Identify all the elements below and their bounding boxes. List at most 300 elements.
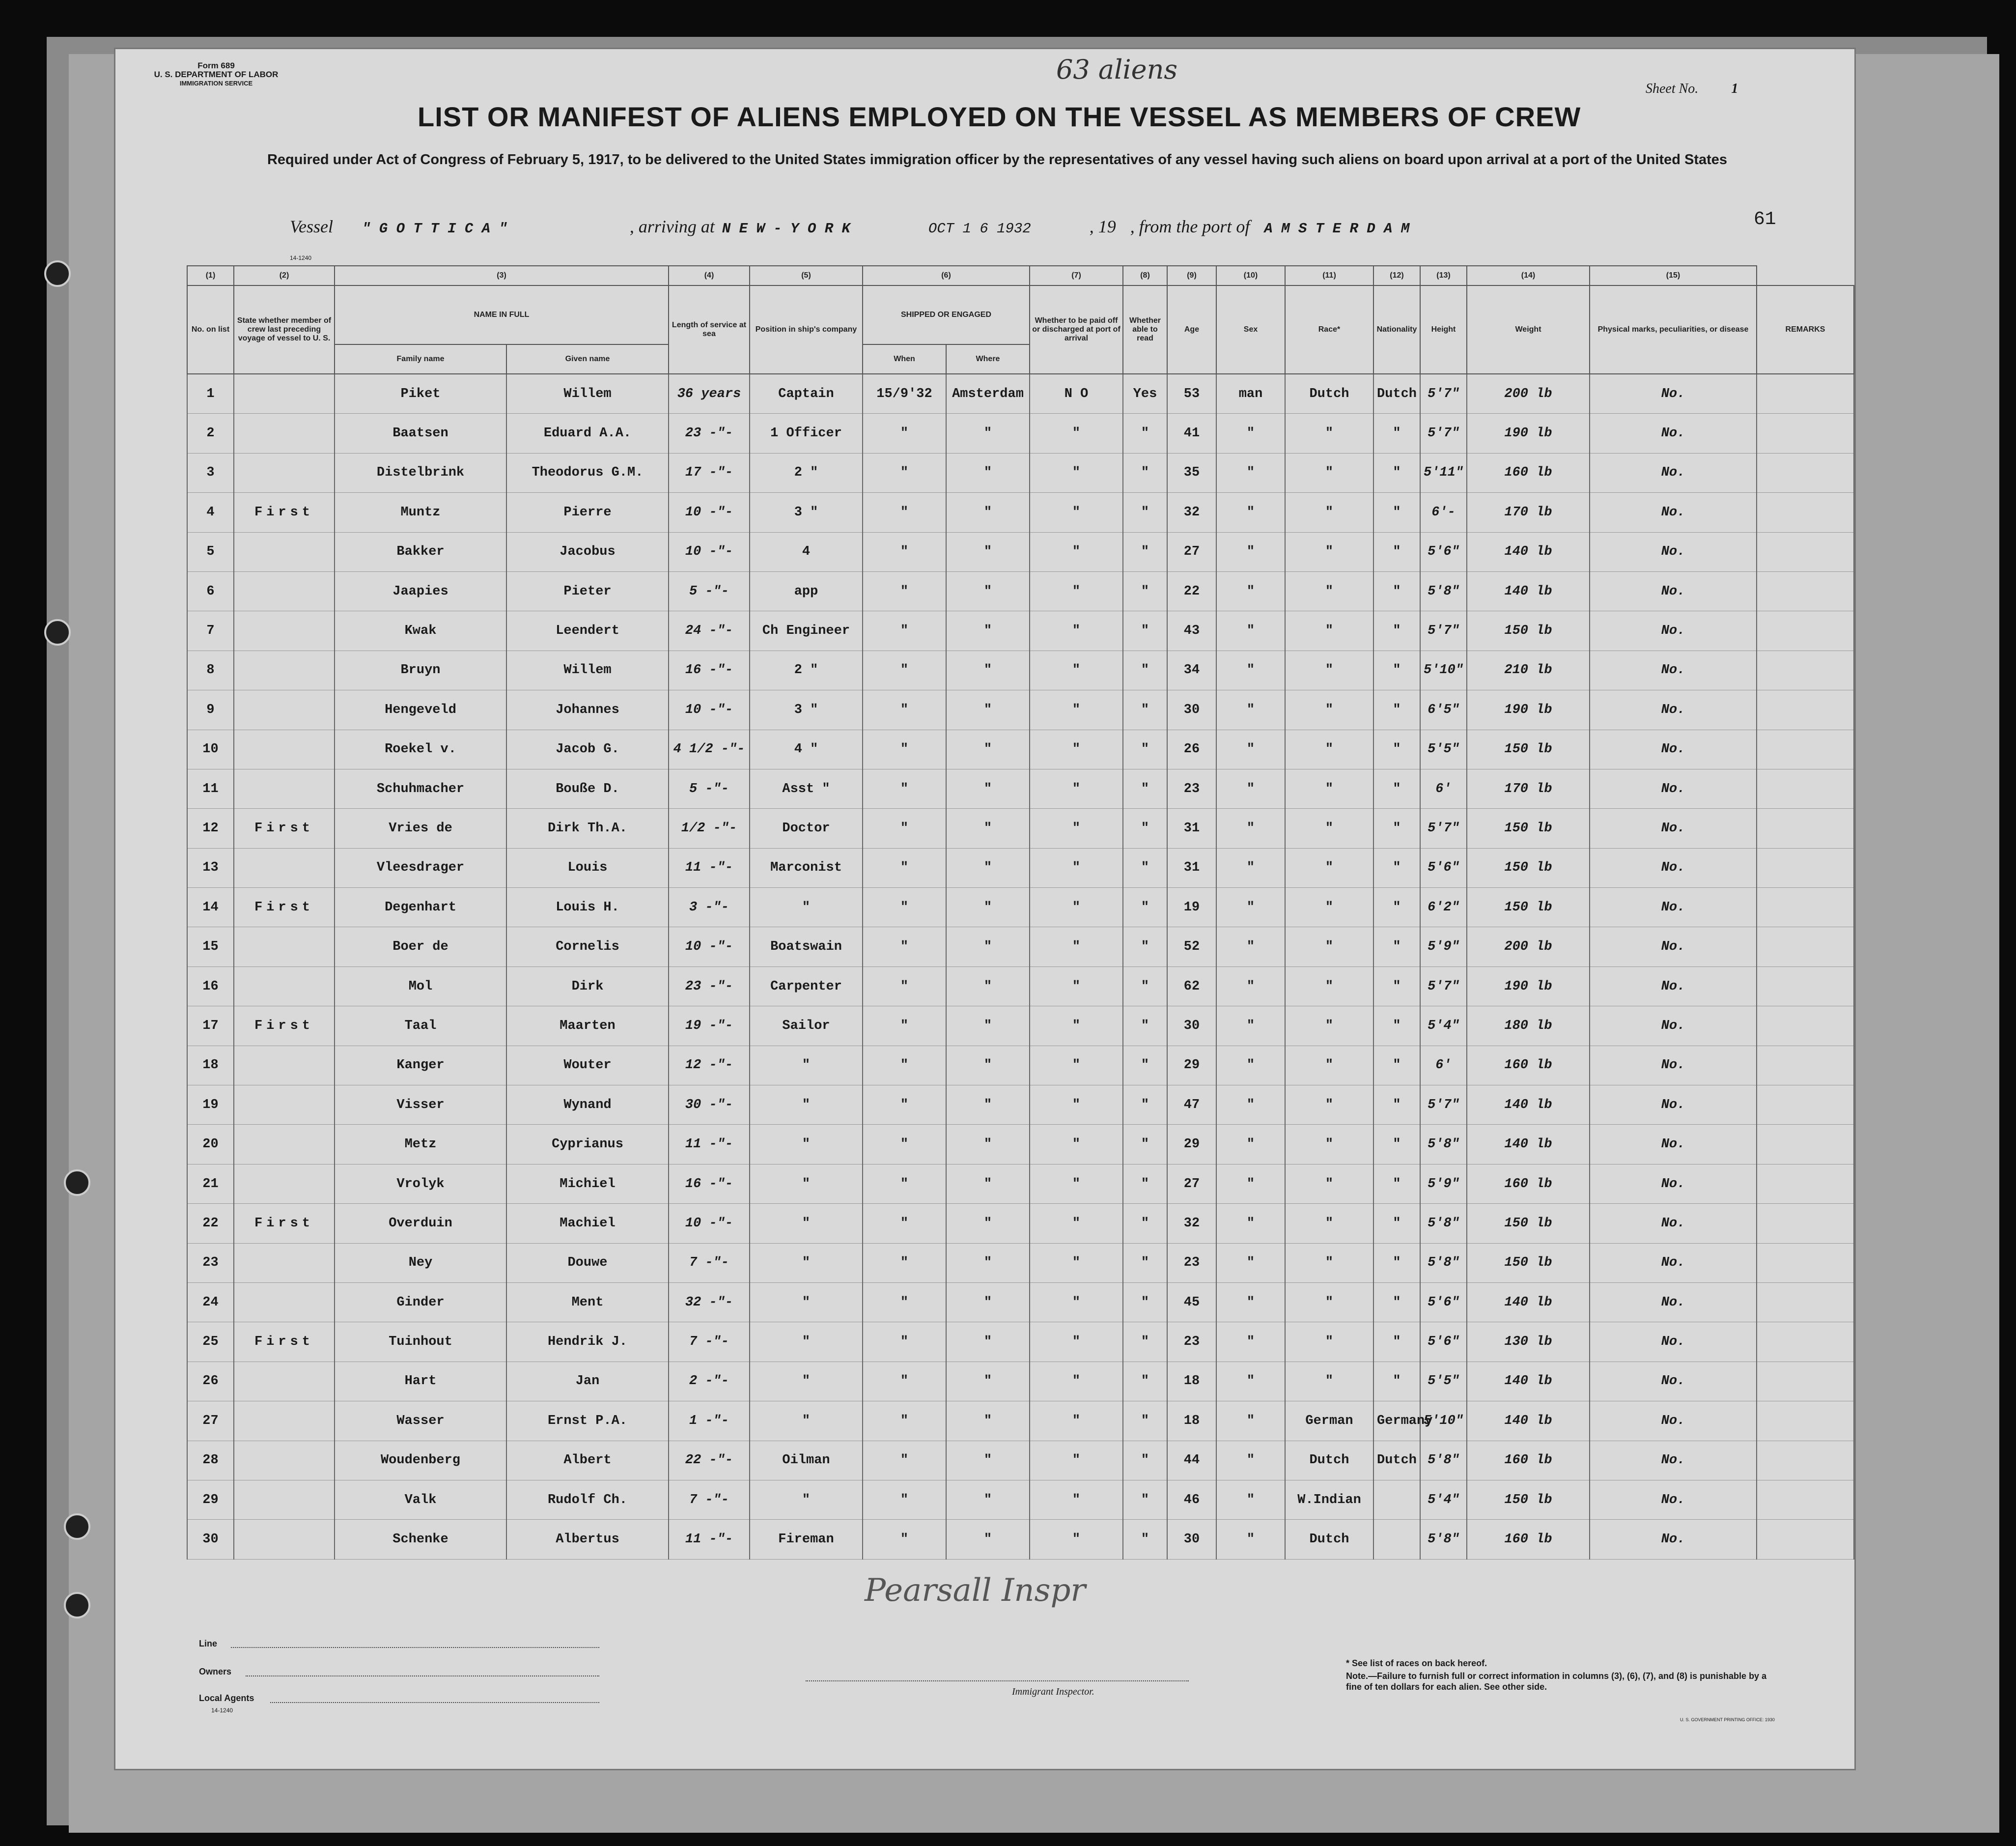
cell-able-to-read: "	[1123, 1401, 1167, 1441]
cell-age: 18	[1167, 1362, 1216, 1401]
cell-age: 45	[1167, 1282, 1216, 1322]
cell-position: 4	[750, 532, 863, 571]
cell-height: 5'7"	[1420, 1085, 1467, 1125]
col-num: (3)	[335, 266, 669, 285]
cell-physical-marks: No.	[1590, 966, 1757, 1006]
cell-weight: 150 lb	[1467, 848, 1590, 887]
header-position: Position in ship's company	[750, 285, 863, 374]
cell-shipped-when: "	[863, 848, 946, 887]
cell-row-number: 4	[187, 493, 234, 532]
cell-age: 52	[1167, 927, 1216, 966]
col-num: (7)	[1030, 266, 1123, 285]
cell-sex: "	[1216, 1322, 1285, 1362]
header-where: Where	[946, 344, 1030, 374]
cell-sex: "	[1216, 1204, 1285, 1243]
cell-shipped-when: "	[863, 571, 946, 611]
vessel-name: " G O T T I C A "	[362, 221, 507, 237]
cell-service-length: 1/2 -"-	[669, 809, 750, 848]
cell-nationality: "	[1373, 848, 1420, 887]
year-label: , 19	[1089, 217, 1116, 236]
cell-physical-marks: No.	[1590, 848, 1757, 887]
cell-height: 5'8"	[1420, 571, 1467, 611]
cell-service-length: 23 -"-	[669, 966, 750, 1006]
cell-age: 30	[1167, 1520, 1216, 1559]
table-row	[187, 1085, 1854, 1125]
cell-service-length: 1 -"-	[669, 1401, 750, 1441]
cell-race: "	[1285, 414, 1373, 453]
cell-nationality: "	[1373, 453, 1420, 492]
cell-able-to-read: "	[1123, 1085, 1167, 1125]
arriving-label: , arriving at	[629, 217, 715, 236]
cell-family-name: Muntz	[335, 493, 506, 532]
cell-given-name: Willem	[506, 374, 669, 414]
cell-row-number: 3	[187, 453, 234, 492]
cell-shipped-when: "	[863, 1046, 946, 1085]
cell-family-name: Boer de	[335, 927, 506, 966]
cell-height: 5'9"	[1420, 927, 1467, 966]
cell-nationality: "	[1373, 769, 1420, 808]
cell-row-number: 7	[187, 611, 234, 651]
cell-position: 3 "	[750, 690, 863, 730]
cell-remarks	[1757, 809, 1854, 848]
cell-able-to-read: "	[1123, 532, 1167, 571]
cell-given-name: Leendert	[506, 611, 669, 651]
cell-family-name: Taal	[335, 1006, 506, 1046]
cell-given-name: Bouße D.	[506, 769, 669, 808]
cell-row-number: 21	[187, 1164, 234, 1203]
cell-service-length: 11 -"-	[669, 1520, 750, 1559]
cell-position: Captain	[750, 374, 863, 414]
cell-family-name: Wasser	[335, 1401, 506, 1441]
cell-shipped-where: "	[946, 1006, 1030, 1046]
cell-nationality	[1373, 1480, 1420, 1519]
line-field	[231, 1647, 599, 1648]
cell-able-to-read: "	[1123, 690, 1167, 730]
cell-position: "	[750, 1204, 863, 1243]
cell-able-to-read: "	[1123, 1046, 1167, 1085]
table-row	[187, 1125, 1854, 1164]
table-row	[187, 1282, 1854, 1322]
cell-sex: "	[1216, 690, 1285, 730]
cell-weight: 180 lb	[1467, 1006, 1590, 1046]
cell-family-name: Kanger	[335, 1046, 506, 1085]
cell-previous-voyage	[234, 374, 335, 414]
cell-family-name: Piket	[335, 374, 506, 414]
cell-race: "	[1285, 690, 1373, 730]
cell-height: 5'10"	[1420, 1401, 1467, 1441]
aliens-count-note: 63 aliens	[1056, 54, 1178, 85]
cell-age: 29	[1167, 1125, 1216, 1164]
table-row	[187, 966, 1854, 1006]
cell-paid-off: "	[1030, 571, 1123, 611]
cell-shipped-when: "	[863, 966, 946, 1006]
cell-given-name: Theodorus G.M.	[506, 453, 669, 492]
cell-physical-marks: No.	[1590, 730, 1757, 769]
cell-age: 47	[1167, 1085, 1216, 1125]
cell-row-number: 6	[187, 571, 234, 611]
cell-nationality: "	[1373, 966, 1420, 1006]
cell-sex: "	[1216, 414, 1285, 453]
cell-weight: 130 lb	[1467, 1322, 1590, 1362]
cell-remarks	[1757, 1480, 1854, 1519]
cell-service-length: 10 -"-	[669, 493, 750, 532]
column-header-row	[187, 285, 1854, 344]
cell-row-number: 8	[187, 651, 234, 690]
cell-weight: 150 lb	[1467, 611, 1590, 651]
cell-shipped-where: "	[946, 414, 1030, 453]
cell-family-name: Roekel v.	[335, 730, 506, 769]
cell-row-number: 13	[187, 848, 234, 887]
cell-family-name: Schenke	[335, 1520, 506, 1559]
cell-shipped-where: "	[946, 1085, 1030, 1125]
cell-service-length: 7 -"-	[669, 1480, 750, 1519]
cell-family-name: Ginder	[335, 1282, 506, 1322]
cell-shipped-where: "	[946, 848, 1030, 887]
cell-weight: 160 lb	[1467, 1441, 1590, 1480]
cell-physical-marks: No.	[1590, 1046, 1757, 1085]
col-num: (13)	[1420, 266, 1467, 285]
cell-previous-voyage	[234, 1046, 335, 1085]
cell-able-to-read: "	[1123, 1282, 1167, 1322]
cell-nationality: Dutch	[1373, 374, 1420, 414]
cell-age: 30	[1167, 690, 1216, 730]
col-num: (5)	[750, 266, 863, 285]
cell-service-length: 2 -"-	[669, 1362, 750, 1401]
cell-remarks	[1757, 1362, 1854, 1401]
cell-nationality	[1373, 1520, 1420, 1559]
cell-row-number: 20	[187, 1125, 234, 1164]
table-row	[187, 651, 1854, 690]
cell-sex: "	[1216, 730, 1285, 769]
cell-shipped-when: "	[863, 1480, 946, 1519]
cell-previous-voyage	[234, 1282, 335, 1322]
cell-remarks	[1757, 414, 1854, 453]
cell-shipped-when: "	[863, 730, 946, 769]
cell-given-name: Ment	[506, 1282, 669, 1322]
cell-weight: 170 lb	[1467, 493, 1590, 532]
col-num: (6)	[863, 266, 1030, 285]
cell-able-to-read: "	[1123, 1441, 1167, 1480]
cell-age: 23	[1167, 1243, 1216, 1282]
cell-nationality: "	[1373, 611, 1420, 651]
cell-height: 5'7"	[1420, 414, 1467, 453]
cell-physical-marks: No.	[1590, 651, 1757, 690]
cell-family-name: Schuhmacher	[335, 769, 506, 808]
cell-shipped-where: "	[946, 571, 1030, 611]
cell-remarks	[1757, 848, 1854, 887]
cell-weight: 160 lb	[1467, 453, 1590, 492]
cell-sex: "	[1216, 611, 1285, 651]
cell-height: 5'8"	[1420, 1441, 1467, 1480]
cell-previous-voyage	[234, 927, 335, 966]
cell-previous-voyage	[234, 1243, 335, 1282]
cell-position: 1 Officer	[750, 414, 863, 453]
cell-shipped-when: "	[863, 809, 946, 848]
penalty-note: Note.—Failure to furnish full or correct information in columns (3), (6), (7), and (8) is punishable by a fine of ten dollars for each alien. See other side.	[1346, 1671, 1767, 1692]
cell-row-number: 5	[187, 532, 234, 571]
cell-nationality: "	[1373, 1362, 1420, 1401]
cell-able-to-read: "	[1123, 848, 1167, 887]
arrival-date-stamp: OCT 1 6 1932	[928, 221, 1031, 237]
cell-able-to-read: "	[1123, 453, 1167, 492]
cell-race: German	[1285, 1401, 1373, 1441]
inspector-field	[806, 1680, 1189, 1681]
cell-nationality: "	[1373, 532, 1420, 571]
cell-shipped-where: "	[946, 1164, 1030, 1203]
cell-given-name: Willem	[506, 651, 669, 690]
cell-family-name: Ney	[335, 1243, 506, 1282]
page-subtitle: Required under Act of Congress of February 5, 1917, to be delivered to the United States immigration officer by the representatives of any vessel having such aliens on board upon arrival at a port of the United States	[267, 152, 1728, 168]
cell-race: "	[1285, 1006, 1373, 1046]
header-given-name: Given name	[506, 344, 669, 374]
cell-paid-off: "	[1030, 1125, 1123, 1164]
cell-nationality: Germany	[1373, 1401, 1420, 1441]
cell-shipped-when: "	[863, 888, 946, 927]
cell-given-name: Jacob G.	[506, 730, 669, 769]
cell-able-to-read: "	[1123, 730, 1167, 769]
cell-sex: "	[1216, 1006, 1285, 1046]
cell-able-to-read: "	[1123, 611, 1167, 651]
cell-paid-off: "	[1030, 532, 1123, 571]
cell-remarks	[1757, 571, 1854, 611]
cell-age: 32	[1167, 493, 1216, 532]
cell-nationality: "	[1373, 571, 1420, 611]
cell-family-name: Tuinhout	[335, 1322, 506, 1362]
cell-paid-off: "	[1030, 1046, 1123, 1085]
cell-previous-voyage	[234, 453, 335, 492]
cell-paid-off: "	[1030, 927, 1123, 966]
departure-port: A M S T E R D A M	[1264, 221, 1410, 237]
table-row	[187, 532, 1854, 571]
cell-position: "	[750, 1243, 863, 1282]
cell-remarks	[1757, 1164, 1854, 1203]
col-num: (15)	[1590, 266, 1757, 285]
cell-row-number: 11	[187, 769, 234, 808]
cell-remarks	[1757, 1204, 1854, 1243]
cell-nationality: "	[1373, 651, 1420, 690]
cell-shipped-when: "	[863, 769, 946, 808]
cell-service-length: 12 -"-	[669, 1046, 750, 1085]
cell-paid-off: "	[1030, 453, 1123, 492]
cell-able-to-read: "	[1123, 966, 1167, 1006]
cell-row-number: 9	[187, 690, 234, 730]
cell-height: 5'6"	[1420, 1282, 1467, 1322]
table-row	[187, 1006, 1854, 1046]
printer-imprint: U. S. GOVERNMENT PRINTING OFFICE: 1930	[1680, 1717, 1775, 1722]
cell-paid-off: "	[1030, 966, 1123, 1006]
cell-physical-marks: No.	[1590, 1282, 1757, 1322]
cell-weight: 160 lb	[1467, 1046, 1590, 1085]
header-sex: Sex	[1216, 285, 1285, 374]
cell-shipped-when: "	[863, 1006, 946, 1046]
table-row	[187, 690, 1854, 730]
cell-shipped-where: "	[946, 690, 1030, 730]
header-height: Height	[1420, 285, 1467, 374]
cell-previous-voyage	[234, 966, 335, 1006]
cell-age: 34	[1167, 651, 1216, 690]
cell-shipped-when: "	[863, 1362, 946, 1401]
cell-shipped-where: "	[946, 1520, 1030, 1559]
cell-position: Asst "	[750, 769, 863, 808]
cell-position: "	[750, 1282, 863, 1322]
cell-nationality: "	[1373, 1282, 1420, 1322]
cell-family-name: Vrolyk	[335, 1164, 506, 1203]
cell-family-name: Vries de	[335, 809, 506, 848]
table-row	[187, 1204, 1854, 1243]
cell-physical-marks: No.	[1590, 1322, 1757, 1362]
cell-age: 46	[1167, 1480, 1216, 1519]
cell-shipped-where: "	[946, 1243, 1030, 1282]
cell-shipped-where: "	[946, 1401, 1030, 1441]
cell-service-length: 19 -"-	[669, 1006, 750, 1046]
cell-position: Ch Engineer	[750, 611, 863, 651]
table-row	[187, 1362, 1854, 1401]
cell-given-name: Cyprianus	[506, 1125, 669, 1164]
cell-position: "	[750, 1322, 863, 1362]
cell-given-name: Pierre	[506, 493, 669, 532]
cell-remarks	[1757, 888, 1854, 927]
form-number: Form 689	[197, 61, 235, 70]
cell-previous-voyage	[234, 571, 335, 611]
cell-able-to-read: "	[1123, 1204, 1167, 1243]
cell-position: Sailor	[750, 1006, 863, 1046]
cell-position: Fireman	[750, 1520, 863, 1559]
header-shipped-engaged: SHIPPED OR ENGAGED	[863, 285, 1030, 344]
cell-shipped-when: "	[863, 1282, 946, 1322]
cell-remarks	[1757, 1282, 1854, 1322]
cell-race: "	[1285, 1282, 1373, 1322]
cell-shipped-when: "	[863, 1441, 946, 1480]
cell-weight: 150 lb	[1467, 1480, 1590, 1519]
inspector-signature: Pearsall Inspr	[865, 1572, 1086, 1609]
col-num: (10)	[1216, 266, 1285, 285]
cell-physical-marks: No.	[1590, 374, 1757, 414]
table-row	[187, 493, 1854, 532]
cell-able-to-read: "	[1123, 414, 1167, 453]
header-service-length: Length of service at sea	[669, 285, 750, 374]
cell-previous-voyage	[234, 1441, 335, 1480]
cell-service-length: 10 -"-	[669, 927, 750, 966]
cell-able-to-read: "	[1123, 1164, 1167, 1203]
cell-physical-marks: No.	[1590, 1362, 1757, 1401]
cell-remarks	[1757, 1243, 1854, 1282]
cell-remarks	[1757, 966, 1854, 1006]
cell-age: 32	[1167, 1204, 1216, 1243]
cell-height: 5'8"	[1420, 1204, 1467, 1243]
cell-paid-off: "	[1030, 1204, 1123, 1243]
cell-paid-off: "	[1030, 414, 1123, 453]
cell-weight: 140 lb	[1467, 532, 1590, 571]
cell-previous-voyage: First	[234, 1322, 335, 1362]
cell-race: "	[1285, 730, 1373, 769]
cell-able-to-read: "	[1123, 888, 1167, 927]
cell-position: "	[750, 1085, 863, 1125]
cell-shipped-where: "	[946, 730, 1030, 769]
cell-shipped-when: "	[863, 493, 946, 532]
cell-height: 5'8"	[1420, 1243, 1467, 1282]
cell-service-length: 7 -"-	[669, 1322, 750, 1362]
cell-height: 6'-	[1420, 493, 1467, 532]
cell-row-number: 2	[187, 414, 234, 453]
cell-height: 5'4"	[1420, 1480, 1467, 1519]
cell-row-number: 10	[187, 730, 234, 769]
cell-able-to-read: "	[1123, 1006, 1167, 1046]
col-num: (11)	[1285, 266, 1373, 285]
cell-given-name: Jacobus	[506, 532, 669, 571]
cell-sex: "	[1216, 1441, 1285, 1480]
cell-service-length: 7 -"-	[669, 1243, 750, 1282]
cell-race: "	[1285, 1085, 1373, 1125]
cell-physical-marks: No.	[1590, 1480, 1757, 1519]
cell-service-length: 17 -"-	[669, 453, 750, 492]
cell-family-name: Bakker	[335, 532, 506, 571]
cell-given-name: Louis	[506, 848, 669, 887]
cell-weight: 150 lb	[1467, 888, 1590, 927]
cell-family-name: Distelbrink	[335, 453, 506, 492]
cell-physical-marks: No.	[1590, 1204, 1757, 1243]
cell-shipped-where: "	[946, 966, 1030, 1006]
cell-weight: 140 lb	[1467, 1362, 1590, 1401]
cell-paid-off: N O	[1030, 374, 1123, 414]
sheet-number: 1	[1731, 81, 1738, 96]
cell-nationality: "	[1373, 1204, 1420, 1243]
cell-row-number: 19	[187, 1085, 234, 1125]
col-num: (4)	[669, 266, 750, 285]
header-name-in-full: NAME IN FULL	[335, 285, 669, 344]
binding-hole	[44, 260, 71, 287]
cell-nationality: "	[1373, 414, 1420, 453]
cell-paid-off: "	[1030, 848, 1123, 887]
agents-field	[270, 1702, 599, 1703]
cell-age: 18	[1167, 1401, 1216, 1441]
table-row	[187, 453, 1854, 492]
cell-weight: 150 lb	[1467, 730, 1590, 769]
cell-paid-off: "	[1030, 493, 1123, 532]
col-num: (2)	[234, 266, 335, 285]
cell-position: Oilman	[750, 1441, 863, 1480]
cell-race: "	[1285, 1322, 1373, 1362]
cell-weight: 200 lb	[1467, 927, 1590, 966]
cell-shipped-where: "	[946, 1282, 1030, 1322]
cell-sex: "	[1216, 1046, 1285, 1085]
cell-family-name: Hart	[335, 1362, 506, 1401]
cell-family-name: Woudenberg	[335, 1441, 506, 1480]
cell-shipped-where: "	[946, 1204, 1030, 1243]
cell-height: 5'8"	[1420, 1125, 1467, 1164]
cell-sex: "	[1216, 1282, 1285, 1322]
cell-shipped-when: "	[863, 1243, 946, 1282]
cell-nationality: Dutch	[1373, 1441, 1420, 1480]
cell-height: 5'6"	[1420, 1322, 1467, 1362]
cell-weight: 140 lb	[1467, 1282, 1590, 1322]
header-list-number: No. on list	[187, 285, 234, 374]
cell-row-number: 28	[187, 1441, 234, 1480]
cell-family-name: Metz	[335, 1125, 506, 1164]
cell-previous-voyage: First	[234, 1204, 335, 1243]
races-note: * See list of races on back hereof.	[1346, 1658, 1487, 1668]
cell-paid-off: "	[1030, 1362, 1123, 1401]
cell-race: "	[1285, 1125, 1373, 1164]
cell-family-name: Overduin	[335, 1204, 506, 1243]
header-nationality: Nationality	[1373, 285, 1420, 374]
cell-service-length: 10 -"-	[669, 532, 750, 571]
cell-nationality: "	[1373, 1322, 1420, 1362]
cell-position: "	[750, 1480, 863, 1519]
service: IMMIGRATION SERVICE	[179, 80, 253, 87]
cell-given-name: Pieter	[506, 571, 669, 611]
cell-remarks	[1757, 1046, 1854, 1085]
cell-previous-voyage: First	[234, 493, 335, 532]
